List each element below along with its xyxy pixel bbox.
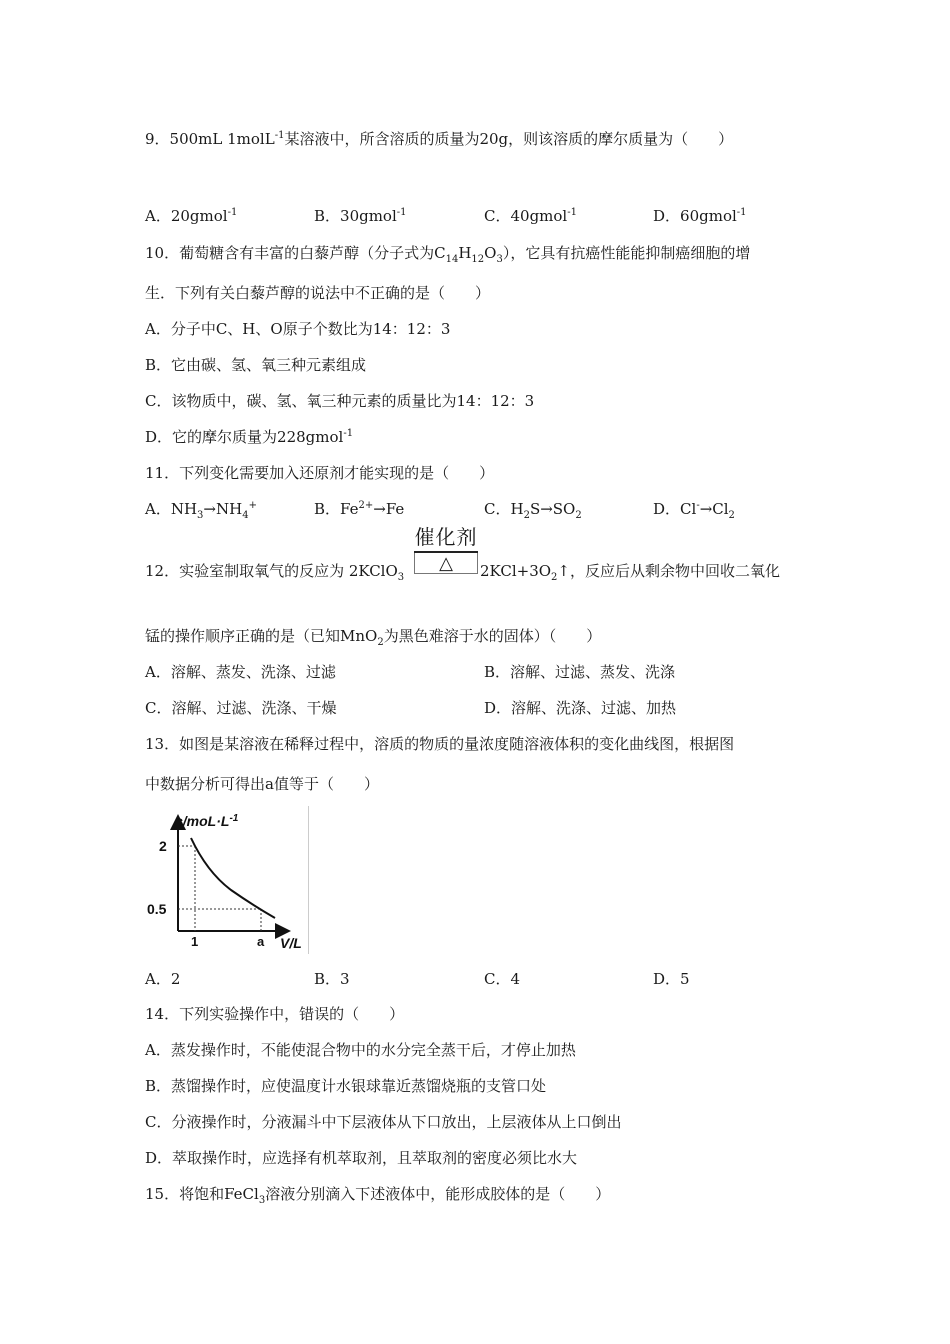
question-15-stem: 15．将饱和FeCl$_3$溶液分别滴入下述液体中，能形成胶体的是（ ）: [145, 1185, 611, 1206]
q14-option-b: B．蒸馏操作时，应使温度计水银球靠近蒸馏烧瓶的支管口处: [145, 1077, 547, 1095]
q12-option-a: A．溶解、蒸发、洗涤、过滤: [145, 663, 336, 681]
reaction-condition: [414, 524, 478, 574]
y-tick-0-5: 0.5: [147, 901, 167, 917]
q13-option-a: A．2: [145, 970, 181, 988]
x-tick-a: a: [257, 934, 265, 949]
q13-option-d: D．5: [653, 970, 690, 988]
dilution-curve: [191, 838, 275, 918]
q12-option-b: B．溶解、过滤、蒸发、洗涤: [484, 663, 676, 681]
q10-option-d: D．它的摩尔质量为228gmol$^{-1}$: [145, 428, 354, 446]
y-axis-label: $c/moL\cdot L^{-1}$: [175, 813, 239, 829]
q14-option-a: A．蒸发操作时，不能使混合物中的水分完全蒸干后，才停止加热: [145, 1041, 576, 1059]
question-9-stem: 9．500mL 1molL$^{-1}$某溶液中，所含溶质的质量为20g，则该溶质的摩尔质量为（ ）: [145, 130, 734, 148]
q9-option-b: B．30gmol$^{-1}$: [314, 207, 407, 225]
question-12-stem-line2: 锰的操作顺序正确的是（已知MnO$_2$为黑色难溶于水的固体）（ ）: [145, 627, 602, 648]
q10-option-a: A．分子中C、H、O原子个数比为14：12：3: [145, 320, 451, 338]
q11-option-c: C．$H_2S\to SO_2$: [484, 500, 582, 521]
q13-option-b: B．3: [314, 970, 350, 988]
q11-option-d: D．$Cl^-\to Cl_2$: [653, 500, 735, 521]
x-tick-1: 1: [191, 934, 199, 949]
q13-option-c: C．4: [484, 970, 521, 988]
question-10-stem-line2: 生．下列有关白藜芦醇的说法中不正确的是（ ）: [145, 284, 491, 302]
question-11-stem: 11．下列变化需要加入还原剂才能实现的是（ ）: [145, 464, 495, 482]
question-10-stem-line1: 10．葡萄糖含有丰富的白藜芦醇（分子式为$C_{14}H_{12}O_3$），它具有抗癌性能能抑制癌细胞的增: [145, 244, 751, 265]
q9-option-a: A．20gmol$^{-1}$: [145, 207, 238, 225]
question-12-stem-left: 12．实验室制取氧气的反应为 2KClO$_3$: [145, 562, 405, 583]
q12-option-c: C．溶解、过滤、洗涤、干燥: [145, 699, 337, 717]
q14-option-d: D．萃取操作时，应选择有机萃取剂，且萃取剂的密度必须比水大: [145, 1149, 578, 1167]
graph-svg: [145, 806, 308, 954]
q11-option-a: A．$NH_3\to NH_4^+$: [145, 500, 257, 521]
q10-option-b: B．它由碳、氢、氧三种元素组成: [145, 356, 367, 374]
x-axis-label: V/L: [280, 935, 302, 951]
catalyst-label: 催化剂: [414, 525, 478, 549]
q10-option-c: C．该物质中，碳、氢、氧三种元素的质量比为14：12：3: [145, 392, 535, 410]
q14-option-c: C．分液操作时，分液漏斗中下层液体从下口放出，上层液体从上口倒出: [145, 1113, 622, 1131]
question-14-stem: 14．下列实验操作中，错误的（ ）: [145, 1005, 405, 1023]
q11-option-b: B．$Fe^{2+}\to Fe$: [314, 500, 405, 518]
heat-symbol: △: [414, 553, 478, 574]
y-tick-2: 2: [159, 838, 167, 854]
q9-option-d: D．60gmol$^{-1}$: [653, 207, 747, 225]
concentration-volume-graph: [145, 806, 309, 954]
question-13-stem-line1: 13．如图是某溶液在稀释过程中，溶质的物质的量浓度随溶液体积的变化曲线图，根据图: [145, 735, 735, 753]
question-12-stem-right: $2KCl+3O_2↑$，反应后从剩余物中回收二氧化: [480, 562, 780, 583]
q9-option-c: C．40gmol$^{-1}$: [484, 207, 577, 225]
question-13-stem-line2: 中数据分析可得出a值等于（ ）: [145, 775, 379, 793]
q12-option-d: D．溶解、洗涤、过滤、加热: [484, 699, 677, 717]
